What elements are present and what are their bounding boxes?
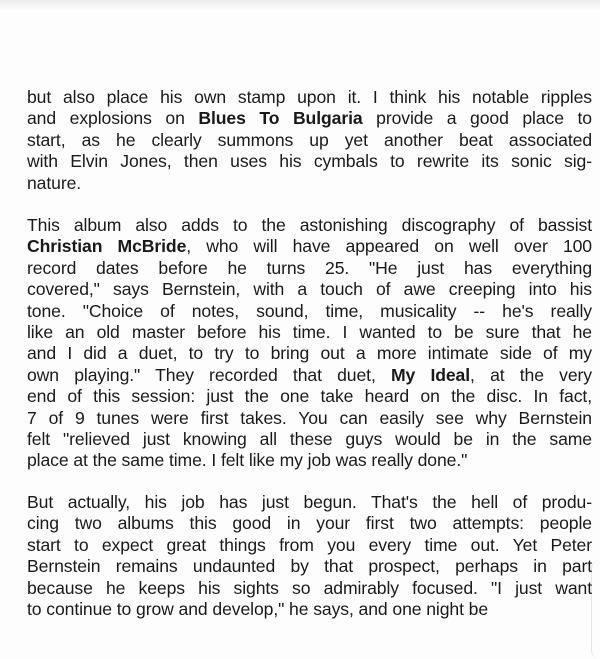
text-run: felt "relieved just knowing all these guys would be in the same <box>27 429 592 450</box>
page-top-edge <box>0 0 600 10</box>
text-line <box>27 492 592 513</box>
text-run: place at the same time. I felt like my job was really done." <box>27 450 468 471</box>
paragraph-1 <box>27 87 592 194</box>
text-line <box>27 215 592 236</box>
text-run: Bernstein remains undaunted by that prospect, perhaps in part <box>27 556 592 577</box>
text-line <box>27 365 592 386</box>
text-line <box>27 87 592 108</box>
text-run: own playing." They recorded that duet, <box>27 364 391 385</box>
text-run: This album also adds to the astonishing discography of bassist <box>27 215 592 235</box>
text-line <box>27 343 592 364</box>
page-edge-curl <box>591 560 600 659</box>
text-line <box>27 578 592 599</box>
text-run: , who will have appeared on well over 100 <box>186 236 592 257</box>
text-run: , at the very <box>470 364 592 385</box>
text-line <box>27 173 592 194</box>
text-line <box>27 108 592 129</box>
text-run: and I did a duet, to try to bring out a more intimate side of my <box>27 343 592 364</box>
text-line <box>27 236 592 257</box>
text-run: record dates before he turns 25. "He just has everything <box>27 257 592 278</box>
text-line <box>27 301 592 322</box>
text-run: cing two albums this good in your first two attempts: people <box>27 513 592 534</box>
text-run: and explosions on <box>27 108 199 129</box>
text-run: start, as he clearly summons up yet another beat associated <box>27 129 592 150</box>
text-run: provide a good place to <box>362 108 592 129</box>
paragraph-2 <box>27 215 592 472</box>
text-run: But actually, his job has just begun. That's the hell of produ- <box>27 492 592 512</box>
bold-title: My Ideal <box>390 364 471 385</box>
bold-title: Christian McBride <box>27 236 187 257</box>
text-line <box>27 130 592 151</box>
text-line <box>27 408 592 429</box>
text-line <box>27 450 592 471</box>
text-line <box>27 258 592 279</box>
text-line <box>27 322 592 343</box>
bold-title: Blues To Bulgaria <box>198 108 363 129</box>
text-line <box>27 386 592 407</box>
text-run: start to expect great things from you every time out. Yet Peter <box>27 534 592 555</box>
text-run: tone. "Choice of notes, sound, time, musicality -- he's really <box>27 300 592 321</box>
text-line <box>27 429 592 450</box>
text-run: 7 of 9 tunes were first takes. You can easily see why Bernstein <box>27 407 592 428</box>
text-run: like an old master before his time. I wanted to be sure that he <box>27 322 592 343</box>
text-line <box>27 556 592 577</box>
text-run: covered," says Bernstein, with a touch of awe creeping into his <box>27 279 592 300</box>
text-line <box>27 279 592 300</box>
text-run: with Elvin Jones, then uses his cymbals to rewrite its sonic sig- <box>27 151 592 172</box>
text-line <box>27 535 592 556</box>
paragraph-3 <box>27 492 592 620</box>
text-line <box>27 151 592 172</box>
text-run: end of this session: just the one take heard on the disc. In fact, <box>27 386 592 407</box>
text-line <box>27 599 592 620</box>
text-run: to continue to grow and develop," he says, and one night be <box>27 599 489 620</box>
text-line <box>27 513 592 534</box>
text-run: because he keeps his sights so admirably focused. "I just want <box>27 577 592 598</box>
text-run: nature. <box>27 172 82 193</box>
text-run: but also place his own stamp upon it. I think his notable ripples <box>27 87 592 107</box>
